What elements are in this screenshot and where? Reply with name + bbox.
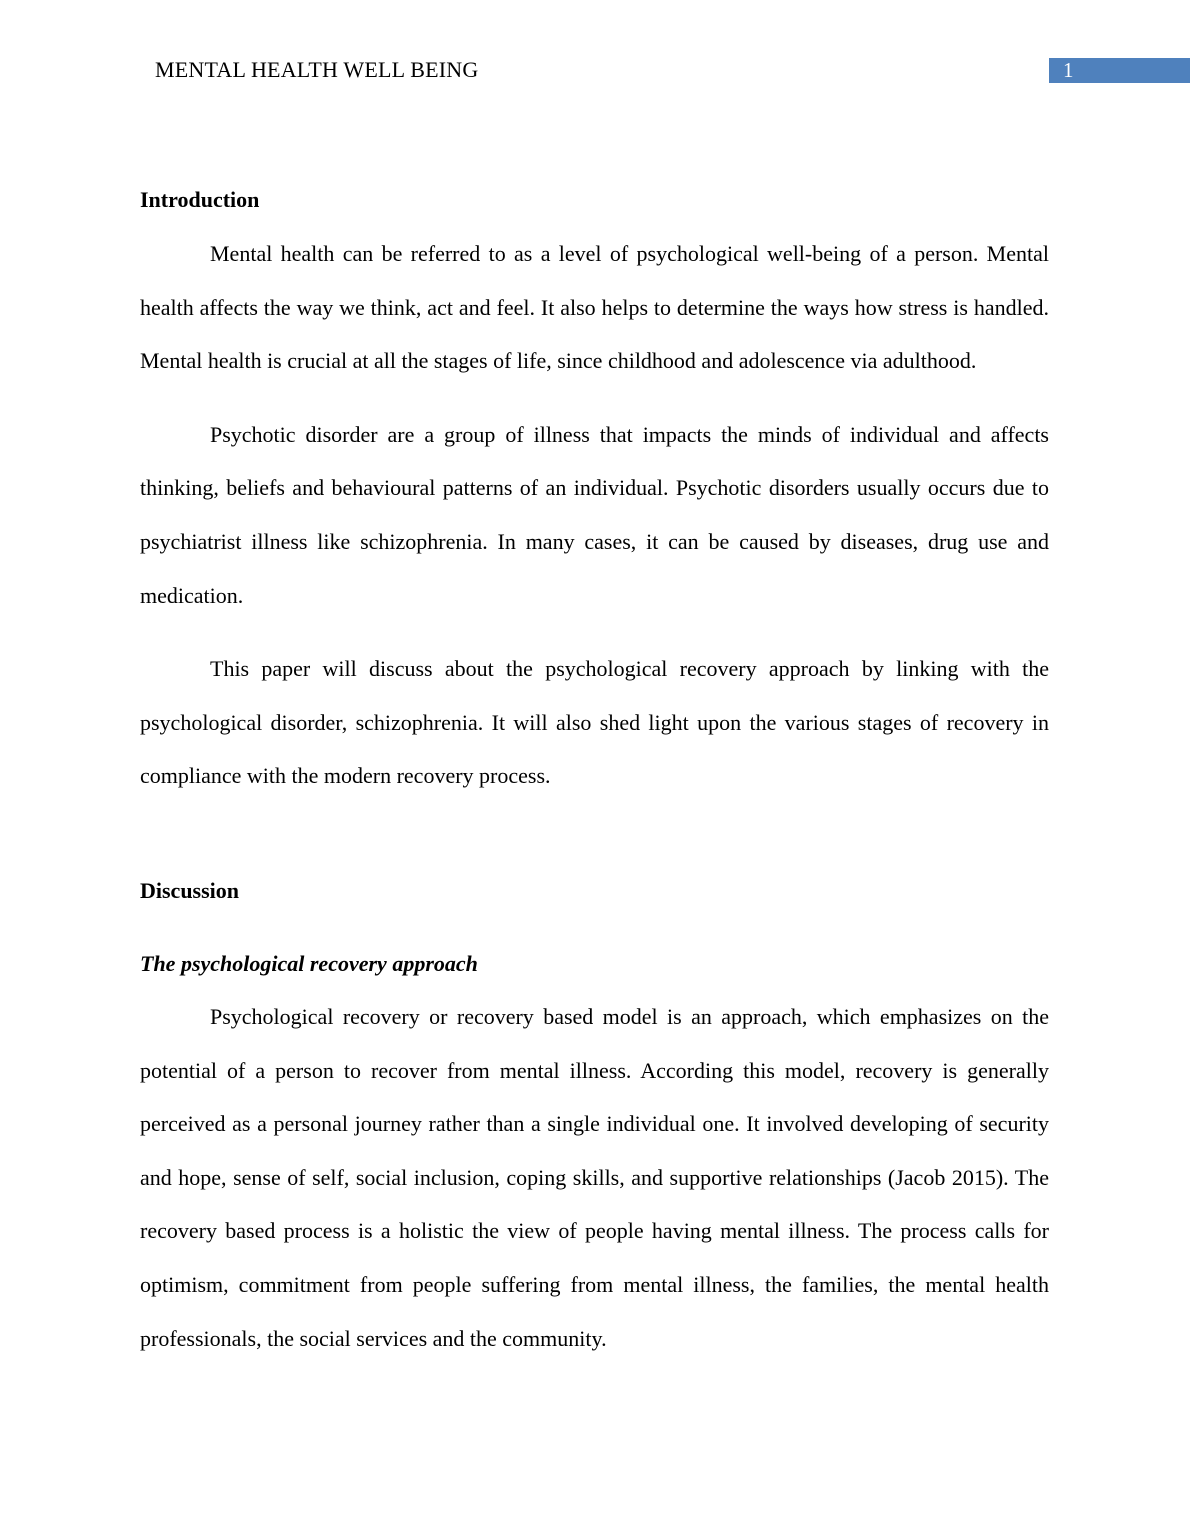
discussion-heading: Discussion xyxy=(140,877,240,903)
introduction-heading: Introduction xyxy=(140,187,260,212)
recovery-approach-subheading: The psychological recovery approach xyxy=(140,950,478,976)
introduction-paragraph-1: Mental health can be referred to as a level of psychological well-being of a person. Mental health affects the way we think, act and feel. It also helps to determine the ways how stress is handled. Mental health is crucial at all the stages of life, since childhood and adolescence via adulthood. xyxy=(140,241,1049,374)
page-number-bar xyxy=(1049,58,1190,83)
introduction-paragraph-2: Psychotic disorder are a group of illness that impacts the minds of individual and affects thinking, beliefs and behavioural patterns of an individual. Psychotic disorders usually occurs due to psychiatrist illness like schizophrenia. In many cases, it can be caused by diseases, drug use and medication. xyxy=(140,421,1049,608)
document-body xyxy=(140,180,1049,1365)
page-number: 1 xyxy=(1063,58,1074,82)
running-head-title: MENTAL HEALTH WELL BEING xyxy=(155,57,479,82)
introduction-paragraph-3: This paper will discuss about the psychological recovery approach by linking with the psychological disorder, schizophrenia. It will also shed light upon the various stages of recovery in compliance with the modern recovery process. xyxy=(140,656,1049,789)
discussion-paragraph-1: Psychological recovery or recovery based model is an approach, which emphasizes on the potential of a person to recover from mental illness. According this model, recovery is generally perceived as a personal journey rather than a single individual one. It involved developing of security and hope, sense of self, social inclusion, coping skills, and supportive relationships (Jacob 2015). The recovery based process is a holistic the view of people having mental illness. The process calls for optimism, commitment from people suffering from mental illness, the families, the mental health professionals, the social services and the community. xyxy=(140,1003,1049,1351)
